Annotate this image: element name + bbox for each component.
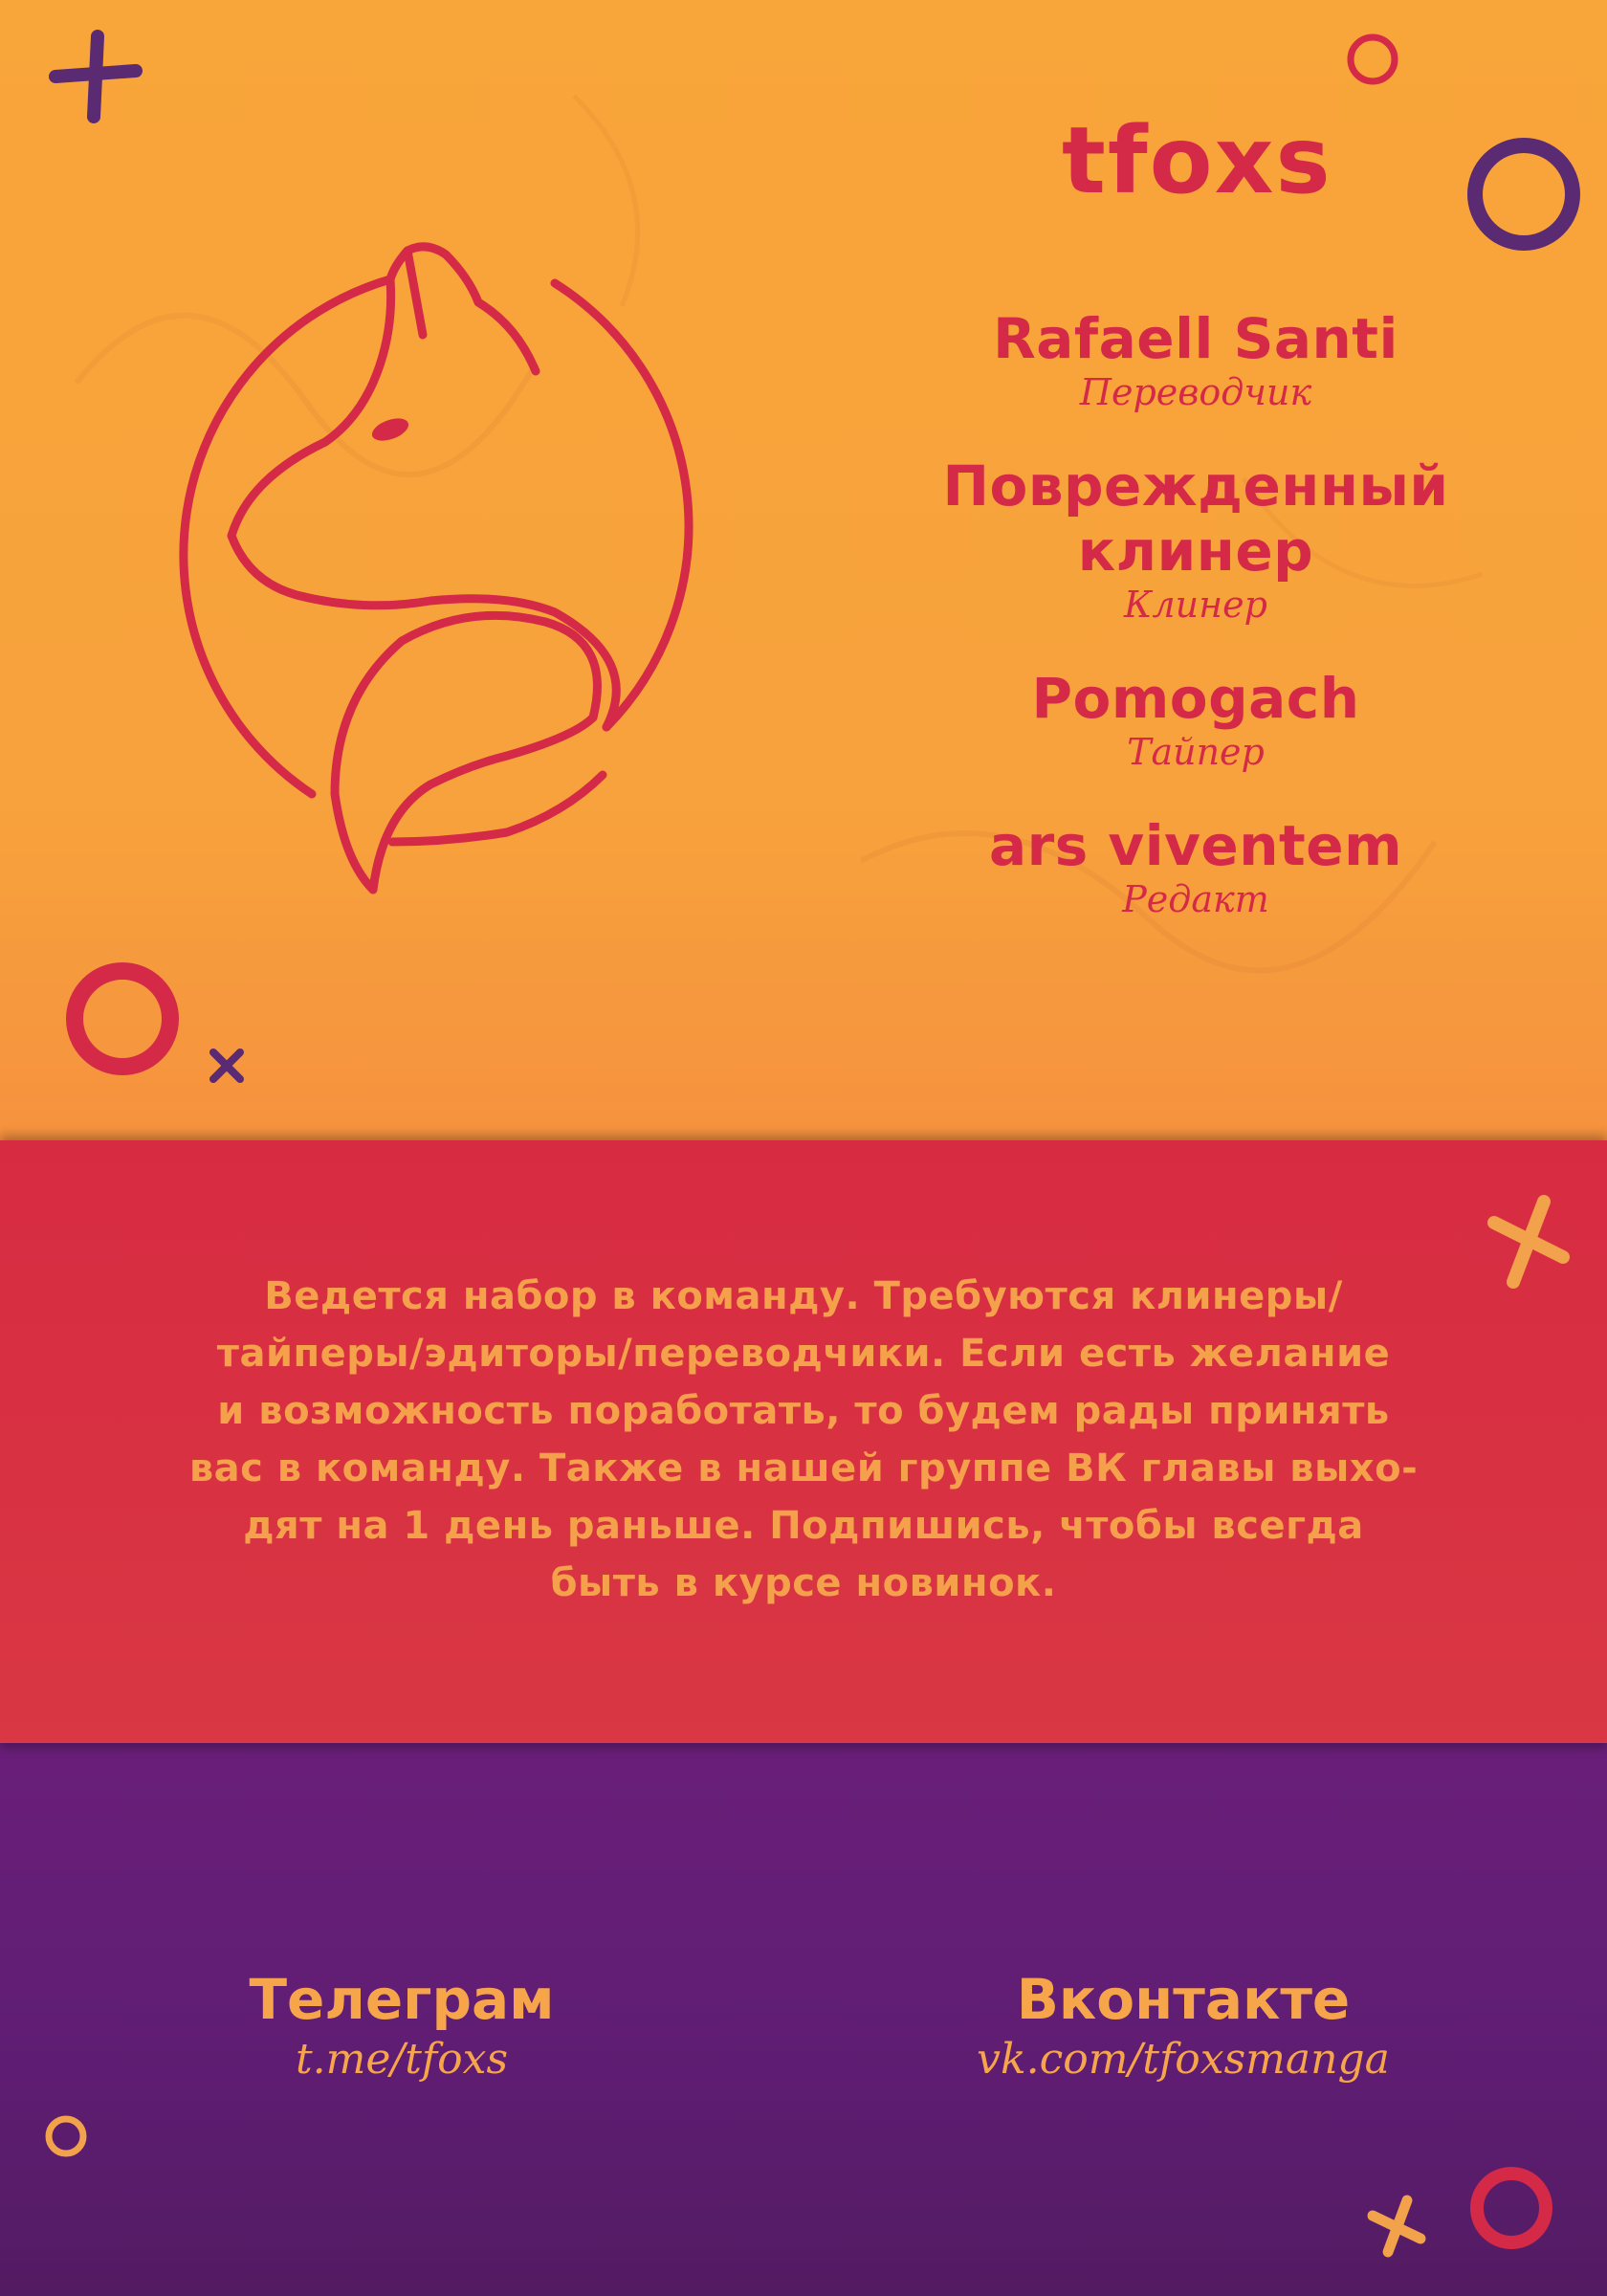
credit-role: Переводчик	[1079, 371, 1312, 413]
plus-icon	[48, 29, 143, 124]
notice-line: тайперы/эдиторы/переводчики. Если есть желание	[216, 1332, 1391, 1376]
vk-link-block	[887, 1966, 1480, 2086]
credit-name: Rafaell Santi	[993, 306, 1398, 371]
notice-line: вас в команду. Также в нашей группе ВК главы выхо-	[188, 1446, 1419, 1490]
credits-section	[0, 0, 1607, 1140]
cross-icon	[1481, 1194, 1576, 1290]
credit-name: Pomogach	[1031, 666, 1360, 731]
telegram-title: Телеграм	[249, 1967, 555, 2032]
notice-line: быть в курсе новинок.	[550, 1561, 1057, 1605]
credit-name: ars viventem	[988, 813, 1403, 878]
ring-icon	[42, 2112, 90, 2160]
ring-icon	[1462, 132, 1586, 256]
recruitment-notice	[143, 1268, 1464, 1612]
ring-icon	[1344, 31, 1401, 88]
notice-line: и возможность поработать, то будем рады принять	[217, 1389, 1390, 1433]
brand-title: tfoxs	[1062, 107, 1332, 214]
credit-item	[823, 666, 1569, 773]
ring-icon	[1464, 2160, 1559, 2256]
vk-title: Вконтакте	[1016, 1967, 1351, 2032]
telegram-link-block	[105, 1966, 698, 2086]
credit-role: Клинер	[1124, 584, 1267, 626]
notice-line: Ведется набор в команду. Требуются клинеры/	[264, 1274, 1343, 1318]
notice-section	[0, 1140, 1607, 1743]
cross-icon	[1363, 2193, 1430, 2260]
ring-icon	[60, 957, 185, 1081]
credit-role: Тайпер	[1127, 731, 1265, 773]
telegram-url[interactable]: t.me/tfoxs	[295, 2035, 509, 2084]
credit-role: Редакт	[1122, 878, 1269, 920]
credit-item	[823, 306, 1569, 413]
cross-icon	[206, 1045, 248, 1087]
vk-url[interactable]: vk.com/tfoxsmanga	[977, 2035, 1390, 2084]
credits-list	[823, 306, 1569, 960]
credit-name: Поврежденный клинер	[942, 453, 1449, 584]
credit-item	[823, 813, 1569, 920]
credit-item	[823, 453, 1569, 626]
notice-line: дят на 1 день раньше. Подпишись, чтобы всегда	[243, 1504, 1364, 1548]
fox-logo-icon	[143, 220, 756, 909]
